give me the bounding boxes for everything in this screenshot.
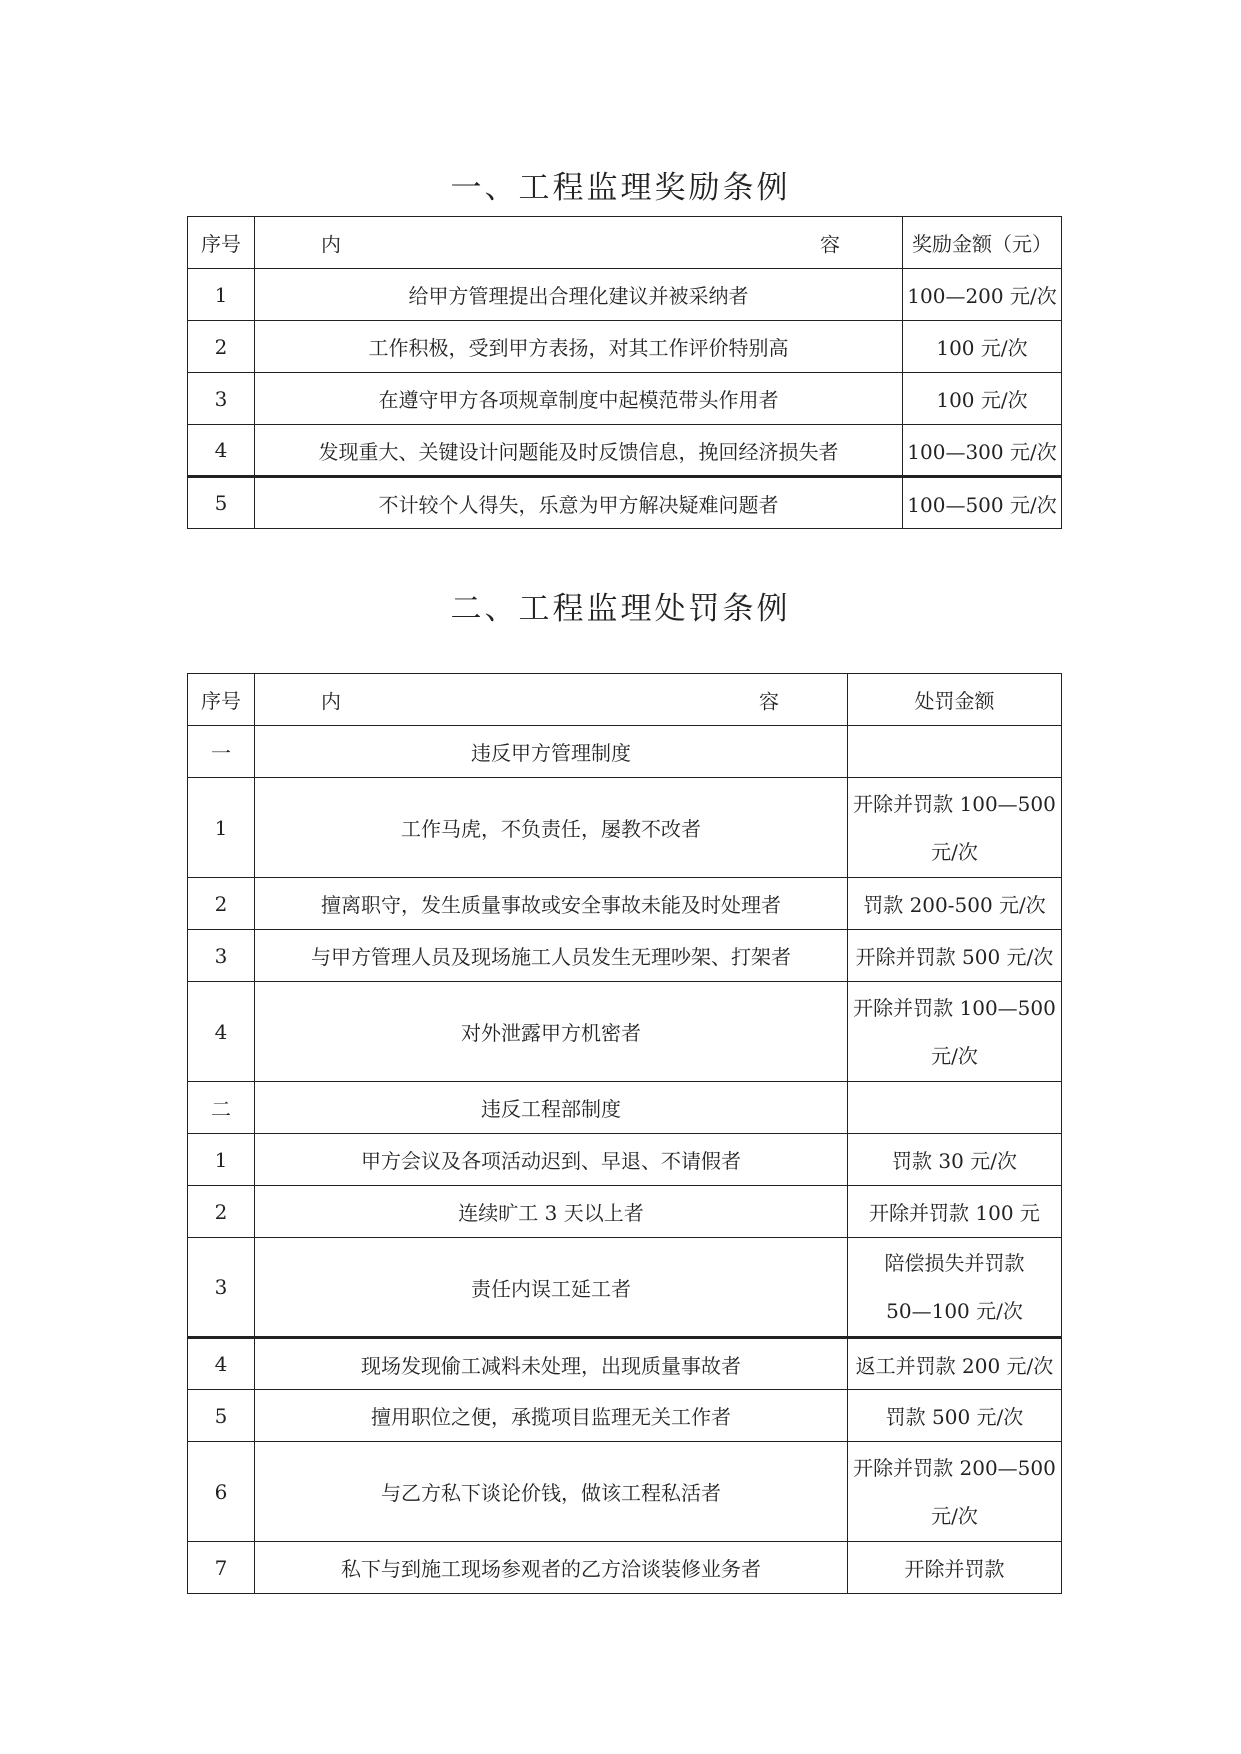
table-row (188, 778, 1062, 878)
table-row (188, 477, 1062, 529)
table-row (188, 425, 1062, 477)
row-no: 6 (188, 1442, 255, 1542)
header-content (255, 217, 903, 269)
row-content: 连续旷工 3 天以上者 (255, 1186, 848, 1238)
row-amount: 开除并罚款 500 元/次 (848, 930, 1062, 982)
table-row (188, 1390, 1062, 1442)
row-no: 5 (188, 477, 255, 529)
header-content-right: 容 (820, 232, 840, 256)
row-amount: 罚款 500 元/次 (848, 1390, 1062, 1442)
penalty-section-title: 二、工程监理处罚条例 (450, 591, 791, 627)
row-no: 4 (188, 425, 255, 477)
reward-table (187, 216, 1062, 529)
table-row (188, 1338, 1062, 1390)
row-content: 发现重大、关键设计问题能及时反馈信息，挽回经济损失者 (255, 425, 903, 477)
header-content-left: 内 (321, 232, 341, 256)
row-amount: 100—200 元/次 (903, 269, 1062, 321)
row-no: 1 (188, 269, 255, 321)
row-content: 现场发现偷工减料未处理，出现质量事故者 (255, 1338, 848, 1390)
row-no: 3 (188, 930, 255, 982)
row-amount: 100—300 元/次 (903, 425, 1062, 477)
row-content: 工作积极，受到甲方表扬，对其工作评价特别高 (255, 321, 903, 373)
row-amount (848, 778, 1062, 878)
table-row (188, 1238, 1062, 1338)
table-row (188, 982, 1062, 1082)
header-content (255, 674, 848, 726)
table-row (188, 878, 1062, 930)
group-no: 一 (188, 726, 255, 778)
row-content: 对外泄露甲方机密者 (255, 982, 848, 1082)
row-amount-line2: 50—100 元/次 (886, 1299, 1023, 1323)
table-row (188, 373, 1062, 425)
reward-section-title: 一、工程监理奖励条例 (450, 170, 791, 206)
row-no: 3 (188, 373, 255, 425)
row-amount-line2: 元/次 (931, 1043, 978, 1068)
row-amount: 100 元/次 (903, 373, 1062, 425)
row-amount (848, 1442, 1062, 1542)
group-row (188, 1082, 1062, 1134)
row-content: 擅离职守，发生质量事故或安全事故未能及时处理者 (255, 878, 848, 930)
row-amount-line1: 陪偿损失并罚款 (884, 1251, 1025, 1275)
row-amount-line1: 开除并罚款 100—500 (853, 791, 1056, 816)
row-content: 私下与到施工现场参观者的乙方洽谈装修业务者 (255, 1542, 848, 1594)
reward-header-row (188, 217, 1062, 269)
header-no: 序号 (188, 217, 255, 269)
table-row (188, 930, 1062, 982)
row-amount-line1: 开除并罚款 100—500 (853, 995, 1056, 1020)
row-amount: 罚款 200-500 元/次 (848, 878, 1062, 930)
group-amount-empty (848, 1082, 1062, 1134)
row-no: 2 (188, 878, 255, 930)
row-no: 1 (188, 1134, 255, 1186)
row-content: 与乙方私下谈论价钱，做该工程私活者 (255, 1442, 848, 1542)
row-amount: 100—500 元/次 (903, 477, 1062, 529)
row-amount: 返工并罚款 200 元/次 (848, 1338, 1062, 1390)
row-no: 7 (188, 1542, 255, 1594)
row-content: 与甲方管理人员及现场施工人员发生无理吵架、打架者 (255, 930, 848, 982)
row-content: 甲方会议及各项活动迟到、早退、不请假者 (255, 1134, 848, 1186)
row-no: 2 (188, 1186, 255, 1238)
row-no: 5 (188, 1390, 255, 1442)
penalty-header-row (188, 674, 1062, 726)
table-row (188, 1186, 1062, 1238)
header-content-left: 内 (321, 689, 341, 713)
row-content: 不计较个人得失，乐意为甲方解决疑难问题者 (255, 477, 903, 529)
group-name: 违反甲方管理制度 (255, 726, 848, 778)
header-amount: 奖励金额（元） (903, 217, 1062, 269)
row-amount: 开除并罚款 100 元 (848, 1186, 1062, 1238)
row-amount (848, 982, 1062, 1082)
row-amount: 开除并罚款 (848, 1542, 1062, 1594)
header-content-right: 容 (759, 689, 779, 713)
table-row (188, 1442, 1062, 1542)
row-no: 1 (188, 778, 255, 878)
row-content: 擅用职位之便，承揽项目监理无关工作者 (255, 1390, 848, 1442)
row-no: 2 (188, 321, 255, 373)
row-amount-line1: 开除并罚款 200—500 (853, 1455, 1056, 1480)
table-row (188, 1134, 1062, 1186)
row-amount-line2: 元/次 (931, 839, 978, 864)
row-no: 4 (188, 982, 255, 1082)
row-no: 4 (188, 1338, 255, 1390)
row-content: 给甲方管理提出合理化建议并被采纳者 (255, 269, 903, 321)
row-amount: 罚款 30 元/次 (848, 1134, 1062, 1186)
row-no: 3 (188, 1238, 255, 1338)
group-no: 二 (188, 1082, 255, 1134)
table-row (188, 321, 1062, 373)
row-amount: 100 元/次 (903, 321, 1062, 373)
row-amount (848, 1238, 1062, 1338)
penalty-table (187, 673, 1062, 1594)
table-row (188, 269, 1062, 321)
table-row (188, 1542, 1062, 1594)
row-content: 工作马虎，不负责任，屡教不改者 (255, 778, 848, 878)
row-amount-line2: 元/次 (931, 1503, 978, 1528)
header-amount: 处罚金额 (848, 674, 1062, 726)
row-content: 在遵守甲方各项规章制度中起模范带头作用者 (255, 373, 903, 425)
group-name: 违反工程部制度 (255, 1082, 848, 1134)
header-no: 序号 (188, 674, 255, 726)
group-amount-empty (848, 726, 1062, 778)
group-row (188, 726, 1062, 778)
row-content: 责任内误工延工者 (255, 1238, 848, 1338)
